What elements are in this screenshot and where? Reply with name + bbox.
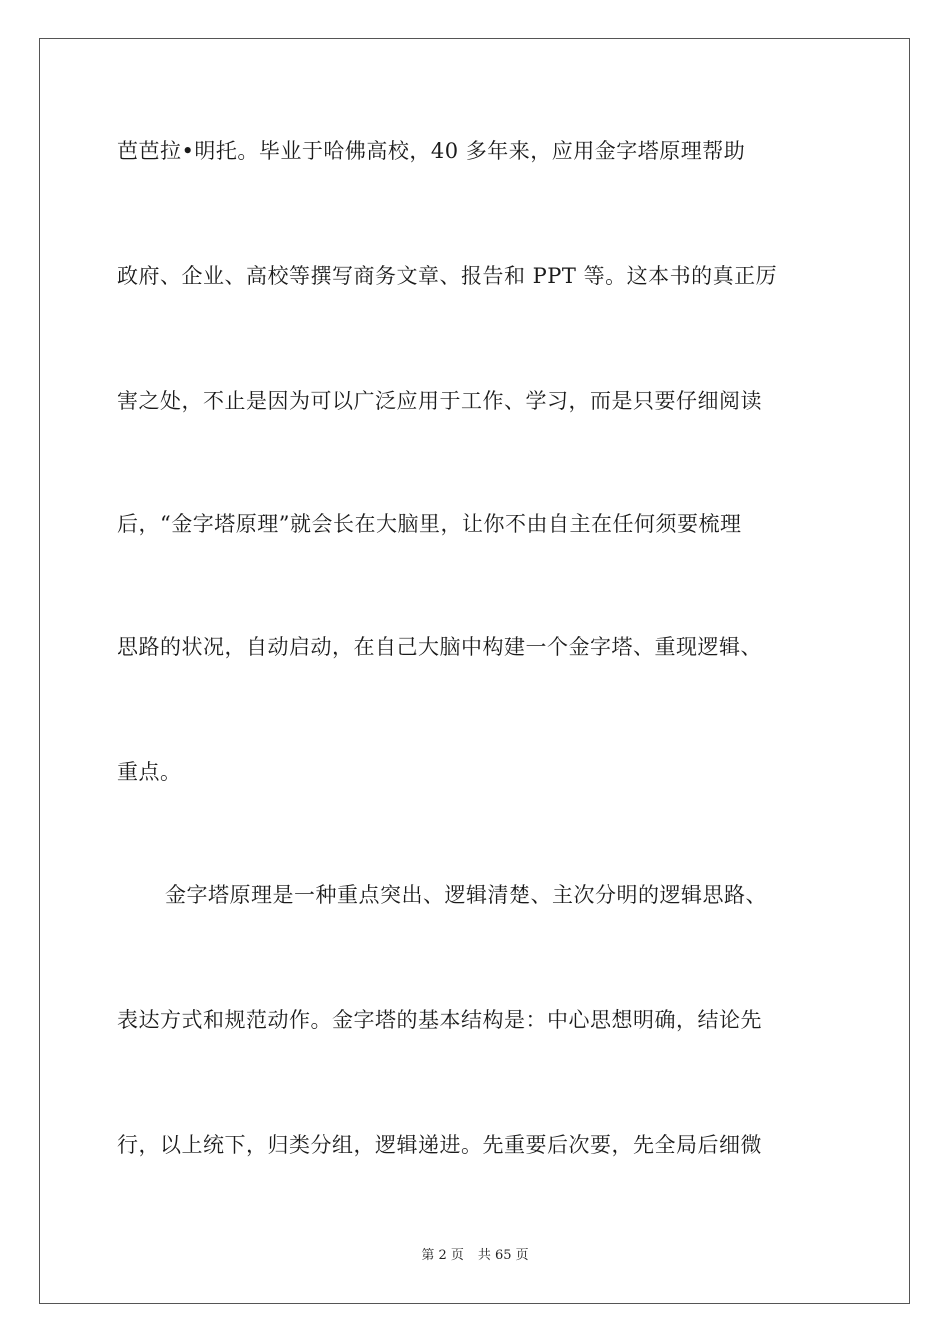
page-border	[39, 38, 910, 1304]
body-line-9: 行，以上统下，归类分组，逻辑递进。先重要后次要，先全局后细微	[117, 1133, 762, 1157]
body-line-2: 政府、企业、高校等撰写商务文章、报告和 PPT 等。这本书的真正厉	[117, 264, 778, 288]
paragraph-2-first-line: 金字塔原理是一种重点突出、逻辑清楚、主次分明的逻辑思路、	[165, 883, 767, 907]
body-line-8: 表达方式和规范动作。金字塔的基本结构是：中心思想明确，结论先	[117, 1008, 762, 1032]
page-footer	[0, 1247, 950, 1265]
page-total: 共 65 页	[477, 1248, 529, 1263]
body-line-4: 后，“金字塔原理”就会长在大脑里，让你不由自主在任何须要梳理	[117, 512, 742, 536]
body-line-6: 重点。	[117, 760, 182, 784]
body-line-3: 害之处，不止是因为可以广泛应用于工作、学习，而是只要仔细阅读	[117, 389, 762, 413]
page-number: 第 2 页	[421, 1248, 464, 1263]
body-line-5: 思路的状况，自动启动，在自己大脑中构建一个金字塔、重现逻辑、	[117, 635, 762, 659]
body-line-1: 芭芭拉•明托。毕业于哈佛高校，40 多年来，应用金字塔原理帮助	[117, 139, 746, 163]
